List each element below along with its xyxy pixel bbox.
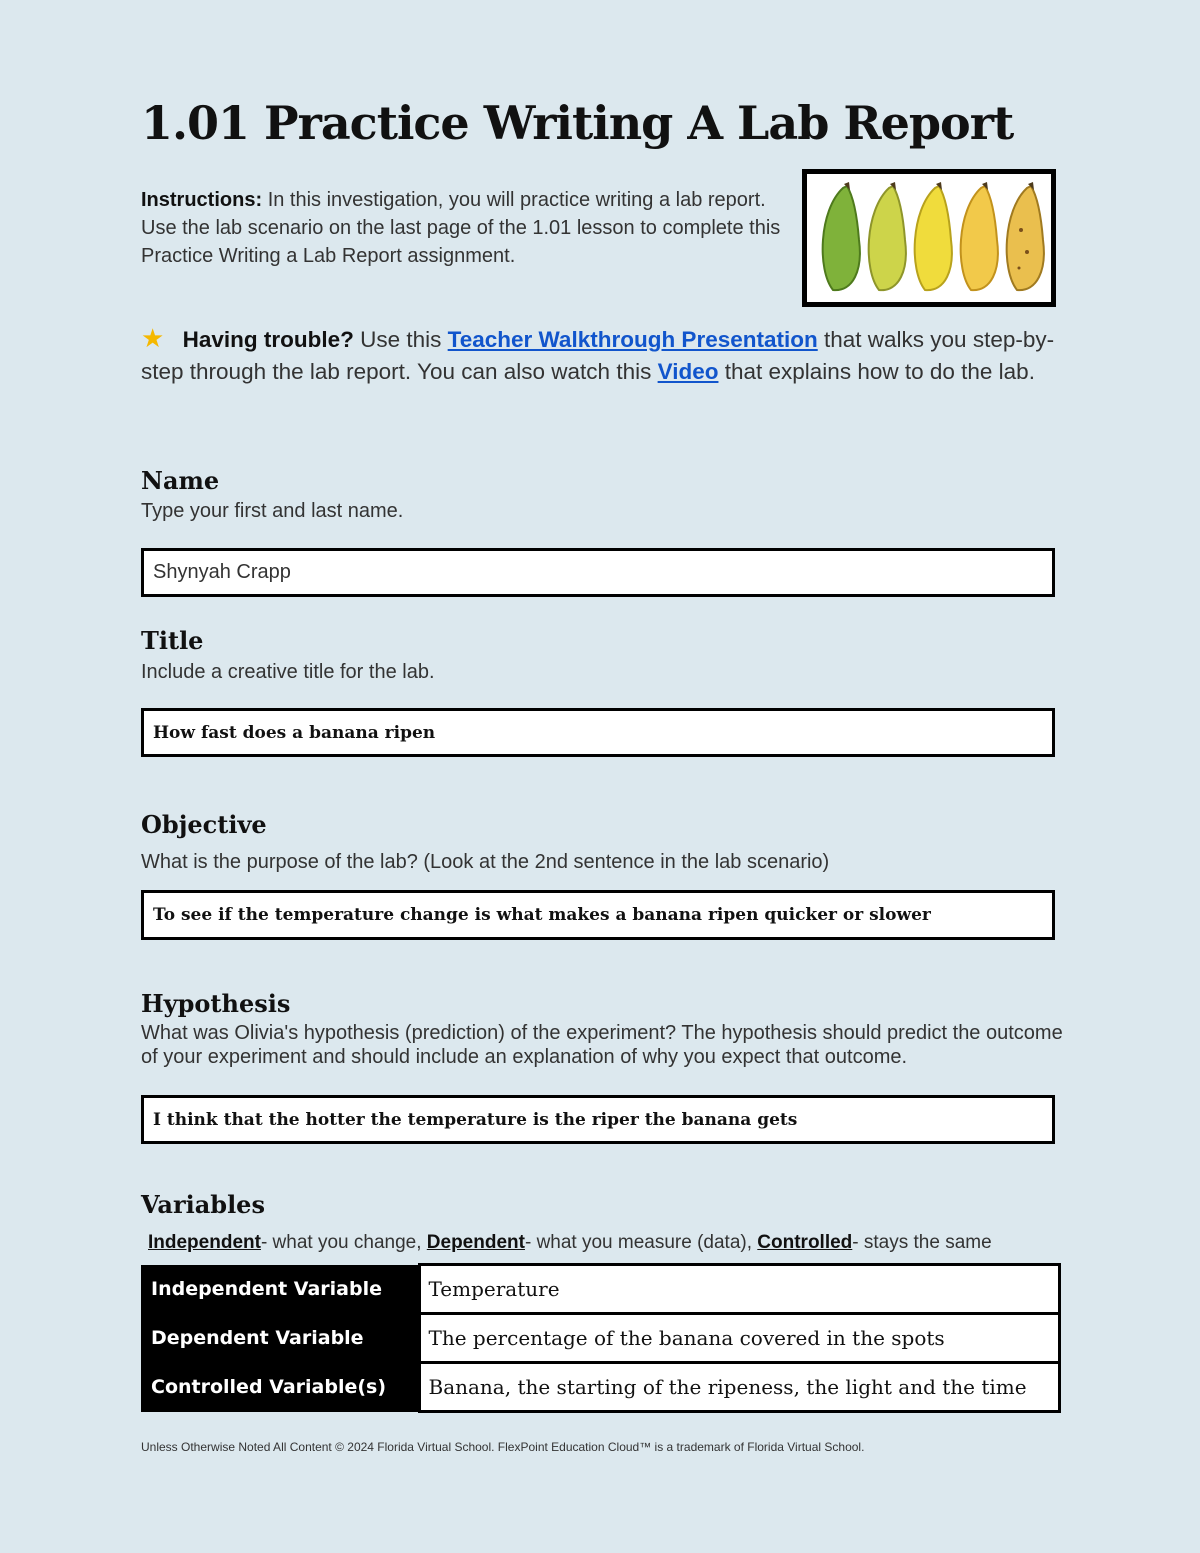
table-row	[141, 1363, 1060, 1412]
banana-green	[823, 182, 860, 290]
instructions-text	[141, 186, 781, 270]
instructions-body: In this investigation, you will practice writing a lab report. Use the lab scenario on the last page of the 1.01 lesson to complete this Practice Writing a Lab Report assignment.	[141, 189, 781, 267]
help-text-1: Use this	[360, 327, 442, 352]
banana-spotted	[1007, 182, 1044, 290]
controlled-variables-value[interactable]: Banana, the starting of the ripeness, the light and the time	[419, 1363, 1060, 1412]
dependent-variable-label: Dependent Variable	[141, 1314, 419, 1363]
variables-heading: Variables	[141, 1190, 265, 1219]
instructions-label: Instructions:	[141, 189, 263, 211]
objective-heading: Objective	[141, 810, 267, 839]
star-icon: ★	[141, 323, 165, 353]
legend-controlled-desc: - stays the same	[852, 1232, 992, 1253]
video-link[interactable]: Video	[657, 359, 719, 384]
help-text-2: that walks you step-by-step through the lab report. You can also watch this	[141, 327, 1055, 384]
controlled-variables-label: Controlled Variable(s)	[141, 1363, 419, 1412]
copyright-footer: Unless Otherwise Noted All Content © 2024 Florida Virtual School. FlexPoint Education Cloud™ is a trademark of Florida Virtual School.	[141, 1440, 865, 1454]
help-text-3: that explains how to do the lab.	[724, 359, 1035, 384]
legend-independent: Independent	[148, 1232, 261, 1253]
independent-variable-value[interactable]: Temperature	[419, 1265, 1060, 1314]
hypothesis-answer-field[interactable]: I think that the hotter the temperature is the riper the banana gets	[141, 1095, 1055, 1144]
title-description: Include a creative title for the lab.	[141, 661, 435, 683]
hypothesis-heading: Hypothesis	[141, 989, 291, 1018]
variables-table	[141, 1263, 1061, 1413]
banana-ripe	[961, 182, 998, 290]
table-row	[141, 1265, 1060, 1314]
hypothesis-description: What was Olivia's hypothesis (prediction) of the experiment? The hypothesis should predict the outcome of your experiment and should include an explanation of why you expect that outcome.	[141, 1022, 1063, 1068]
independent-variable-label: Independent Variable	[141, 1265, 419, 1314]
objective-description: What is the purpose of the lab? (Look at the 2nd sentence in the lab scenario)	[141, 851, 830, 873]
title-heading: Title	[141, 626, 204, 655]
banana-yellow	[915, 182, 952, 290]
legend-dependent-desc: - what you measure (data),	[524, 1232, 758, 1253]
legend-controlled: Controlled	[757, 1232, 853, 1253]
dependent-variable-value[interactable]: The percentage of the banana covered in the spots	[419, 1314, 1060, 1363]
name-heading: Name	[141, 466, 220, 495]
legend-dependent: Dependent	[426, 1232, 525, 1253]
legend-independent-desc: - what you change,	[260, 1232, 427, 1253]
name-description: Type your first and last name.	[141, 500, 404, 522]
help-paragraph	[141, 322, 1061, 388]
title-answer-field[interactable]: How fast does a banana ripen	[141, 708, 1055, 757]
teacher-walkthrough-link[interactable]: Teacher Walkthrough Presentation	[447, 327, 818, 352]
table-row	[141, 1314, 1060, 1363]
help-lead: Having trouble?	[182, 327, 354, 352]
banana-ripeness-image	[802, 169, 1056, 307]
banana-ripeness-illustration	[807, 174, 1051, 302]
page-title: 1.01 Practice Writing A Lab Report	[141, 96, 1014, 150]
objective-answer-field[interactable]: To see if the temperature change is what makes a banana ripen quicker or slower	[141, 890, 1055, 940]
variables-legend	[148, 1232, 992, 1254]
banana-yellow-green	[869, 182, 906, 290]
name-answer-field[interactable]: Shynyah Crapp	[141, 548, 1055, 597]
